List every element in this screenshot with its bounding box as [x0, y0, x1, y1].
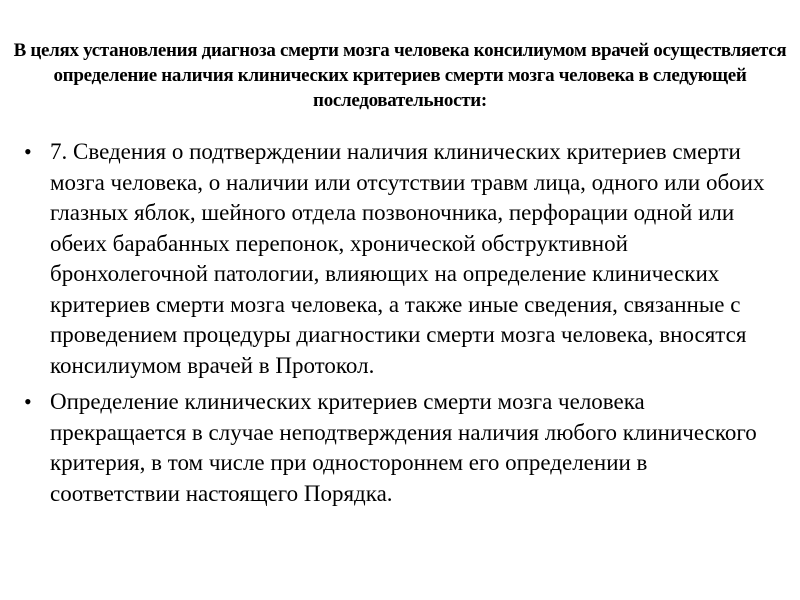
bullet-item [24, 137, 780, 381]
bullet-icon: • [24, 389, 32, 414]
bullet-list [24, 137, 780, 515]
slide-title: В целях установления диагноза смерти мозга человека консилиумом врачей осуществляется определение наличия клинических критериев смерти мозга человека в следующей последовательности: [13, 40, 787, 111]
bullet-text: Определение клинических критериев смерти мозга человека прекращается в случае неподтверждения наличия любого клинического критерия, в том числе при одностороннем его определении в соответствии настоящего Порядка. [50, 389, 757, 506]
bullet-item [24, 387, 780, 509]
bullet-text: 7. Сведения о подтверждении наличия клинических критериев смерти мозга человека, о наличии или отсутствии травм лица, одного или обоих глазных яблок, шейного отдела позвоночника, перфорации одной или обеих барабанных перепонок, хронической обструктивной бронхолегочной патологии, влияющих на определение клинических критериев смерти мозга человека, а также иные сведения, связанные с проведением процедуры диагностики смерти мозга человека, вносятся консилиумом врачей в Протокол. [50, 139, 765, 378]
bullet-icon: • [24, 139, 32, 164]
